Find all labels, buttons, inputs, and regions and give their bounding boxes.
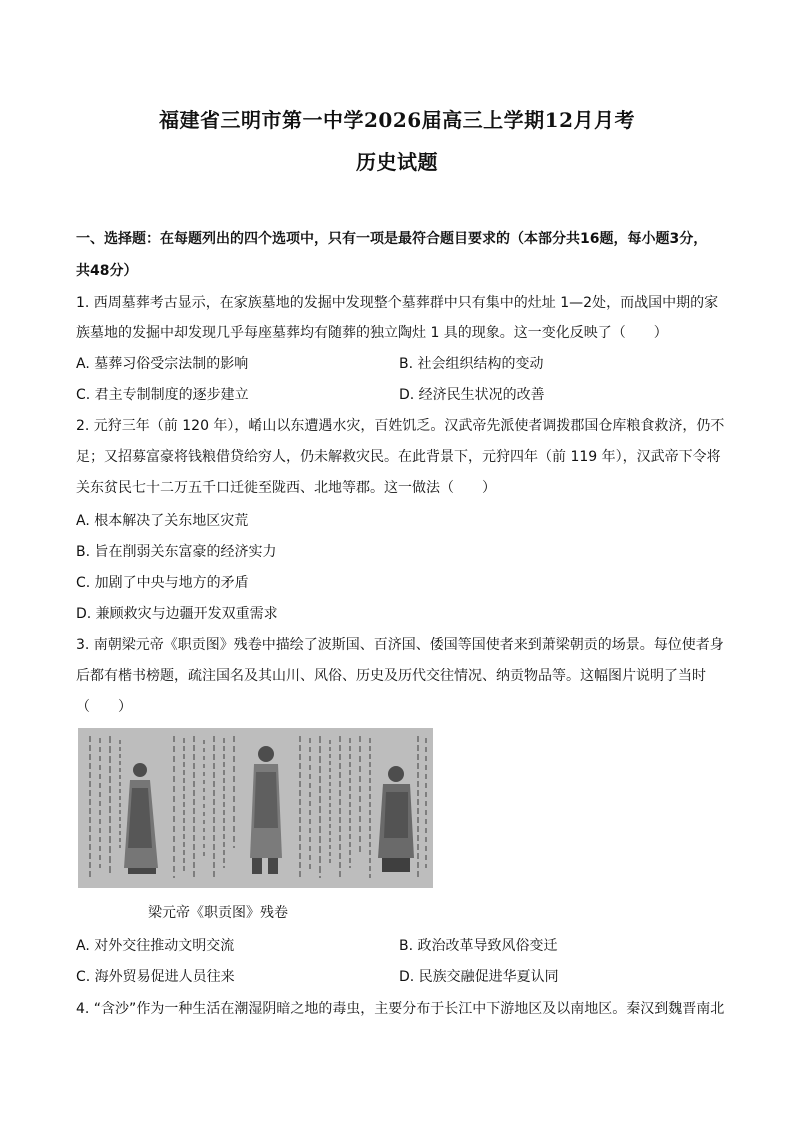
question-1-option-b: B. 社会组织结构的变动 [399,356,544,372]
question-2-line-3: 关东贫民七十二万五千口迁徙至陇西、北地等郡。这一做法（ ） [76,480,496,496]
question-1-option-d: D. 经济民生状况的改善 [399,387,545,403]
question-3-line-2: 后都有楷书榜题，疏注国名及其山川、风俗、历史及历代交往情况、纳贡物品等。这幅图片说明了当时 [76,668,706,684]
question-2-option-a: A. 根本解决了关东地区灾荒 [76,513,249,529]
section-heading-cont: 共48分） [76,263,138,279]
question-1-line-2: 族墓地的发掘中却发现几乎每座墓葬均有随葬的独立陶灶 1 具的现象。这一变化反映了（ ） [76,325,668,341]
question-1-line-1: 1. 西周墓葬考古显示，在家族墓地的发掘中发现整个墓葬群中只有集中的灶址 1—2处，而战国中期的家 [76,295,719,311]
exam-title: 福建省三明市第一中学2026届高三上学期12月月考 [159,108,635,132]
question-2-option-b: B. 旨在削弱关东富豪的经济实力 [76,544,277,560]
question-3-option-a: A. 对外交往推动文明交流 [76,938,235,954]
scroll-painting-image [78,728,433,888]
question-4-line-1: 4. “含沙”作为一种生活在潮湿阴暗之地的毒虫，主要分布于长江中下游地区及以南地区。秦汉到魏晋南北 [76,1001,725,1017]
question-2-line-2: 足；又招募富豪将钱粮借贷给穷人，仍未解救灾民。在此背景下，元狩四年（前 119 年），汉武帝下令将 [76,449,721,465]
question-1-option-a: A. 墓葬习俗受宗法制的影响 [76,356,249,372]
question-2-line-1: 2. 元狩三年（前 120 年），崤山以东遭遇水灾，百姓饥乏。汉武帝先派使者调拨郡国仓库粮食救济，仍不 [76,418,725,434]
section-heading: 一、选择题：在每题列出的四个选项中，只有一项是最符合题目要求的（本部分共16题，每小题3分， [76,231,708,247]
figure-caption: 梁元帝《职贡图》残卷 [148,905,288,921]
question-3-line-1: 3. 南朝梁元帝《职贡图》残卷中描绘了波斯国、百济国、倭国等国使者来到萧梁朝贡的场景。每位使者身 [76,637,724,653]
question-3-option-c: C. 海外贸易促进人员往来 [76,969,235,985]
question-1-option-c: C. 君主专制制度的逐步建立 [76,387,249,403]
question-2-option-c: C. 加剧了中央与地方的矛盾 [76,575,249,591]
question-3-option-d: D. 民族交融促进华夏认同 [399,969,559,985]
exam-subtitle: 历史试题 [356,150,438,174]
question-3-option-b: B. 政治改革导致风俗变迁 [399,938,558,954]
question-2-option-d: D. 兼顾救灾与边疆开发双重需求 [76,606,278,622]
question-3-line-3: （ ） [76,699,132,715]
